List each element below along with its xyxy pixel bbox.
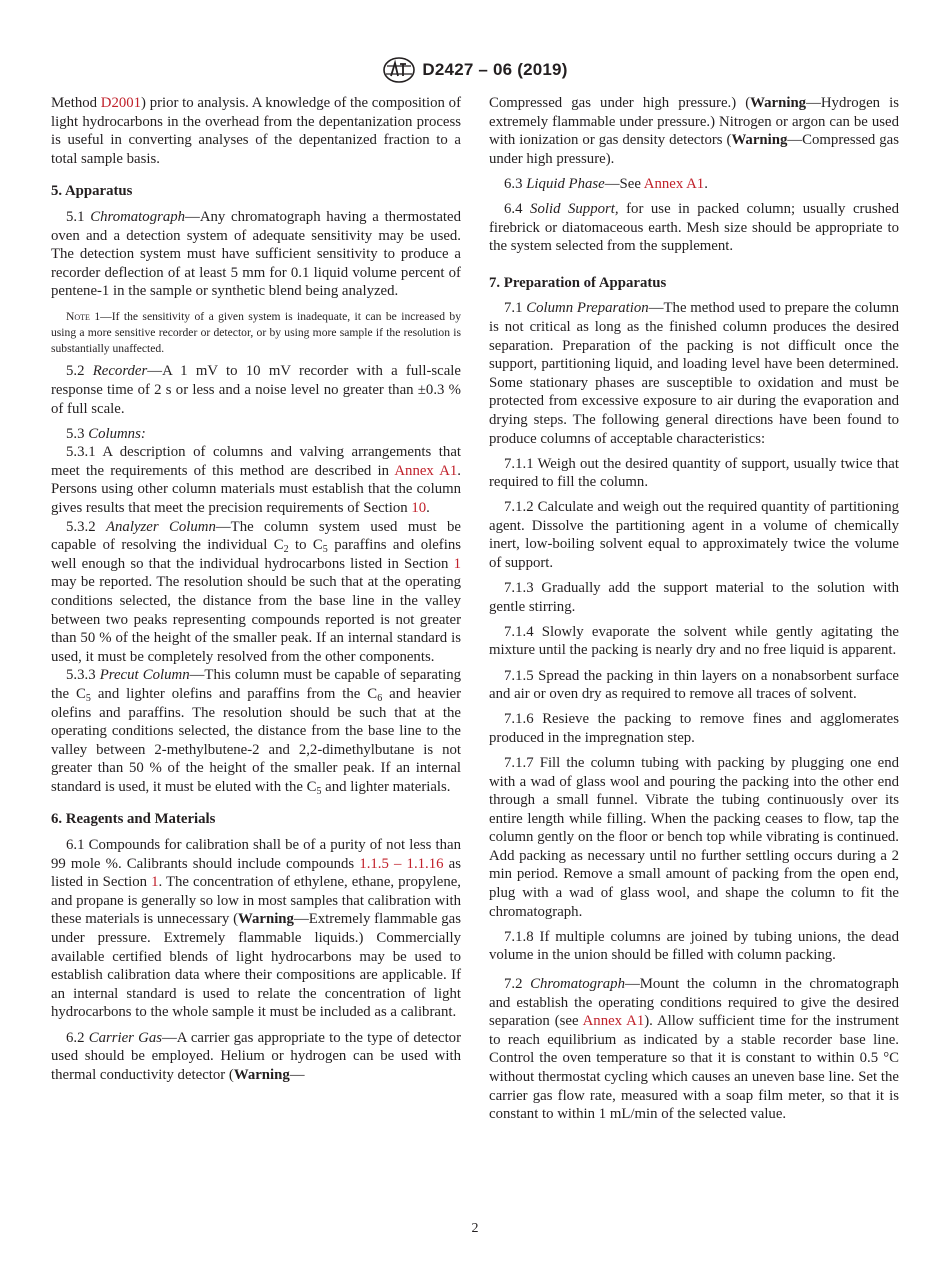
paragraph-6-1: 6.1 Compounds for calibration shall be of a purity of not less than 99 mole %. Calibrants should include compounds 1.1.5 – 1.1.16 as listed in Section 1. The concentration of ethylene, ethane, propylene, and propane is generally so low in most samples that calibration with these materials is unnecessary (Warning—Extremely flammable gas under pressure. Extremely flammable liquids.) Commercially available certified blends of light hydrocarbons may be used to establish calibration data where their compositions are applicable. If an internal standard is used to relate the concentration of light hydrocarbons to the whole sample it must be included as a calibrant. bbox=[51, 837, 461, 1021]
paragraph-7-1-1: 7.1.1 Weigh out the desired quantity of support, usually twice that required to fill the column. bbox=[489, 455, 899, 491]
paragraph-7-2: 7.2 Chromatograph—Mount the column in the chromatograph and establish the operating conditions required to give the desired separation (see Annex A1). Allow sufficient time for the instrument to reach equilibrium as indicated by a stable recorder base line. Control the oven temperature so that it is constant to within 0.5 °C without thermostat cycling which causes an uneven base line. Set the carrier gas flow rate, measured with a soap film meter, so that it is constant to within 1 mL/min of the selected value. bbox=[489, 975, 900, 1123]
section-5-heading: 5. Apparatus bbox=[51, 183, 133, 200]
annex-a1-link[interactable]: Annex A1 bbox=[643, 175, 705, 192]
page-number: 2 bbox=[471, 1221, 479, 1236]
paragraph-7-1-4: 7.1.4 Slowly evaporate the solvent while gently agitating the mixture until the packing is nearly dry and no free liquid is apparent. bbox=[489, 623, 899, 659]
astm-logo-icon bbox=[382, 56, 416, 84]
paragraph-7-1-8: 7.1.8 If multiple columns are joined by tubing unions, the dead volume in the union should be filled with column packing. bbox=[489, 928, 899, 964]
section-10-link[interactable]: 10 bbox=[411, 499, 427, 516]
paragraph-5-3: 5.3 Columns: bbox=[66, 425, 146, 442]
right-column bbox=[489, 94, 899, 1124]
page-header bbox=[0, 56, 950, 86]
annex-a1-link[interactable]: Annex A1 bbox=[394, 462, 458, 479]
paragraph-5-1: 5.1 Chromatograph—Any chromatograph having a thermostated oven and a detection system of adequate sensitivity may be used. The detection system must have sufficient sensitivity to produce a recorder deflection of at least 5 mm for 0.1 liquid volume percent of pentene-1 in the sample or synthetic blend being analyzed. bbox=[51, 208, 461, 300]
note-1: Note 1—If the sensitivity of a given system is inadequate, it can be increased by using a more sensitive recorder or detector, or by using more sample if the resolution is substantially unaffected. bbox=[51, 309, 462, 355]
paragraph-6-2-continued: Compressed gas under high pressure.) (Warning—Hydrogen is extremely flammable under pressure.) Nitrogen or argon can be used with ionization or gas density detectors (Warning—Compressed gas under high pressure). bbox=[489, 95, 900, 167]
paragraph-5-3-1: 5.3.1 A description of columns and valving arrangements that meet the requirements of this method are described in Annex A1. Persons using other column materials must establish that the column gives results that meet the precision requirements of Section 10. bbox=[51, 444, 461, 516]
paragraph-7-1-2: 7.1.2 Calculate and weigh out the required quantity of partitioning agent. Dissolve the partitioning agent in a volume of chemically inert, low-boiling solvent equal to approximately twice the volume of support. bbox=[489, 499, 899, 572]
paragraph-7-1-5: 7.1.5 Spread the packing in thin layers on a nonabsorbent surface and air or oven dry as required to remove all traces of solvent. bbox=[489, 667, 899, 703]
paragraph-6-3: 6.3 Liquid Phase—See Annex A1. bbox=[504, 175, 708, 192]
paragraph-7-1-6: 7.1.6 Resieve the packing to remove fines and agglomerates produced in the impregnation step. bbox=[489, 711, 899, 746]
section-7-heading: 7. Preparation of Apparatus bbox=[489, 274, 667, 291]
paragraph-5-3-2: 5.3.2 Analyzer Column—The column system used must be capable of resolving the individual $C_2$ to $C_5$ paraffins and olefins well enough so that the individual hydrocarbons listed in Section 1 may be reported. The resolution should be such that at the operating conditions selected, the distance from the base line in the valley between two peaks representing compounds reported is not greater than 50 % of the height of the smaller peak. If an internal standard is used, it must be completely resolved from the other components. bbox=[51, 518, 461, 665]
paragraph-7-1-7: 7.1.7 Fill the column tubing with packing by plugging one end with a wad of glass wool and pouring the packing into the other end through a small funnel. Vibrate the tubing continuously over its entire length while filling. When the packing ceases to flow, tap the column gently on the floor or bench top while vibrating is continued. Add packing as necessary until no further settling occurs during a 2 min period. Remove a small amount of packing from the open end, plug with a wad of glass wool, and shape the column to fit the chromatograph. bbox=[489, 754, 899, 920]
paragraph-7-1: 7.1 Column Preparation—The method used to prepare the column is not critical as long as the finished column produces the desired separation. Preparation of the packing is not difficult once the support, partitioning liquid, and loading level have been determined. Some stationary phases are susceptible to oxidation and must be protected from excessive exposure to air during the evaporation and drying steps. The following general directions have been found to produce columns of acceptable characteristics: bbox=[489, 300, 900, 447]
paragraph-6-2: 6.2 Carrier Gas—A carrier gas appropriate to the type of detector used should be employed. Helium or hydrogen can be used with thermal conductivity detector (Warning— bbox=[51, 1029, 462, 1083]
ref-d2001-link[interactable]: D2001 bbox=[100, 95, 142, 111]
paragraph-continued: Method D2001) prior to analysis. A knowledge of the composition of light hydrocarbons in the overhead from the depentanization process is useful in converting analyses of the depentanized fraction to a total sample basis. bbox=[51, 95, 462, 167]
section-1-link[interactable]: 1 bbox=[453, 555, 461, 572]
paragraph-5-3-3: 5.3.3 Precut Column—This column must be capable of separating the $C_5$ and lighter olefins and paraffins from the $C_6$ and heavier olefins and paraffins. The resolution should be such that at the operating conditions selected, the distance from the base line to the valley between 2-methylbutene-2 and 2,2-dimethylbutane is not greater than 50 % of the height of the smaller peak. If an internal standard is used, it must be eluted with the $C_5$ and lighter materials. bbox=[51, 667, 461, 797]
section-1-link[interactable]: 1 bbox=[151, 874, 159, 891]
annex-a1-link[interactable]: Annex A1 bbox=[582, 1013, 645, 1030]
paragraph-6-4: 6.4 Solid Support, for use in packed column; usually crushed firebrick or diatomaceous earth. Mesh size should be appropriate to the system selected from the supplement. bbox=[489, 200, 899, 255]
paragraph-5-2: 5.2 Recorder—A 1 mV to 10 mV recorder with a full-scale response time of 2 s or less and a noise level no greater than ±0.3 % of full scale. bbox=[51, 363, 461, 417]
compounds-range-link[interactable]: 1.1.5 – 1.1.16 bbox=[359, 855, 444, 872]
left-column bbox=[51, 94, 461, 1084]
section-6-heading: 6. Reagents and Materials bbox=[51, 811, 216, 828]
paragraph-7-1-3: 7.1.3 Gradually add the support material to the solution with gentle stirring. bbox=[489, 580, 899, 615]
standard-designation: D2427 – 06 (2019) bbox=[422, 60, 568, 79]
